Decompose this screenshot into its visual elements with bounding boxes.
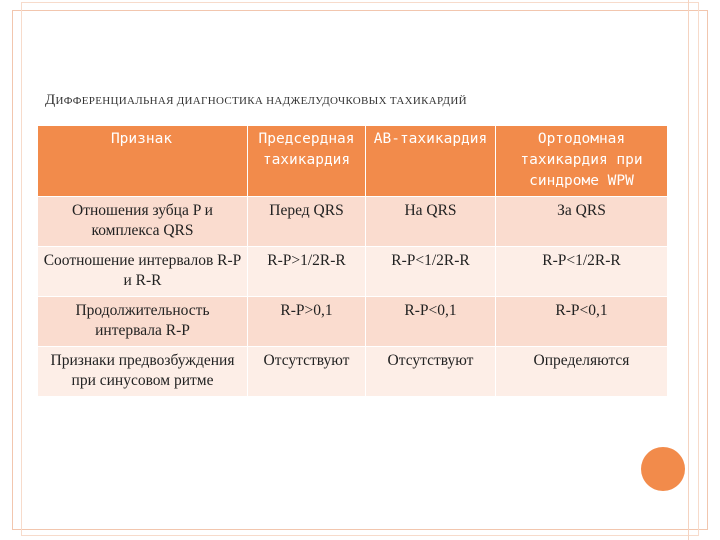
- table-row: [38, 347, 668, 397]
- table-cell: Отсутствуют: [366, 347, 496, 397]
- header-orthodromic-wpw: Ортодомная тахикардия при синдроме WPW: [496, 126, 668, 197]
- table-row: [38, 197, 668, 247]
- table-cell: R-P<1/2R-R: [366, 247, 496, 297]
- table-header-row: [38, 126, 668, 197]
- header-sign: Признак: [38, 126, 248, 197]
- table-row: [38, 297, 668, 347]
- row-label: Продолжительность интервала R-P: [38, 297, 248, 347]
- header-av-tachycardia: АВ-тахикардия: [366, 126, 496, 197]
- table-cell: R-P>0,1: [248, 297, 366, 347]
- table-cell: Определяются: [496, 347, 668, 397]
- row-label: Отношения зубца P и комплекса QRS: [38, 197, 248, 247]
- row-label: Соотношение интервалов R-P и R-R: [38, 247, 248, 297]
- table-cell: R-P>1/2R-R: [248, 247, 366, 297]
- decorative-circle: [641, 447, 685, 491]
- table-cell: Перед QRS: [248, 197, 366, 247]
- row-label: Признаки предвозбуждения при синусовом ритме: [38, 347, 248, 397]
- table-cell: На QRS: [366, 197, 496, 247]
- table-row: [38, 247, 668, 297]
- table-cell: R-P<0,1: [496, 297, 668, 347]
- table-cell: Отсутствуют: [248, 347, 366, 397]
- decorative-vertical-line: [688, 0, 689, 540]
- slide-title: ДИФФЕРЕНЦИАЛЬНАЯ ДИАГНОСТИКА НАДЖЕЛУДОЧКОВЫХ ТАХИКАРДИЙ: [45, 92, 467, 108]
- table-cell: R-P<1/2R-R: [496, 247, 668, 297]
- table-cell: R-P<0,1: [366, 297, 496, 347]
- table-cell: За QRS: [496, 197, 668, 247]
- diagnosis-table: [38, 126, 668, 397]
- header-atrial-tachycardia: Предсердная тахикардия: [248, 126, 366, 197]
